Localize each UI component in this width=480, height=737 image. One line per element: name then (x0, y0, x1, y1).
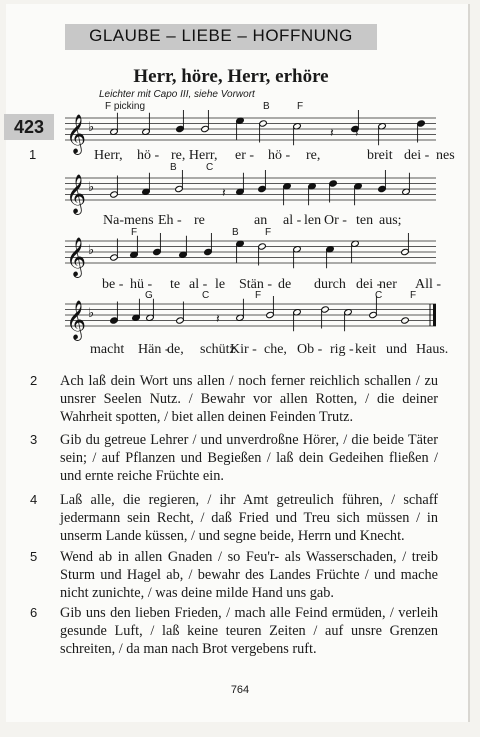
chord-symbol: C (375, 290, 383, 301)
chord-symbol: B (232, 227, 239, 238)
lyric-syllable: len (304, 213, 322, 228)
verse-text: Wend ab in allen Gnaden / so Feu'r- als Wasserschaden, / treib Sturm und Hagel ab, / bewahr des Landes Früchte / und mache nicht zunichte, / was deine milde Hand uns gab. (60, 549, 438, 601)
lyric-syllable: le (215, 277, 226, 292)
lyric-syllable: breit (367, 148, 393, 163)
key-flat-icon: ♭ (88, 306, 95, 321)
lyric-syllable: Stän - (239, 277, 273, 292)
section-header-text: GLAUBE – LIEBE – HOFFNUNG (89, 26, 353, 45)
lyric-syllable: de, (167, 342, 184, 357)
treble-clef-icon: 𝄞 (66, 114, 87, 154)
page-number: 764 (230, 684, 250, 696)
verse-number: 5 (30, 549, 38, 564)
lyric-syllable: re (194, 213, 205, 228)
chord-symbol: F (297, 101, 304, 112)
lyric-syllable: durch (314, 277, 346, 292)
chord-symbol: F (410, 290, 417, 301)
note-head (401, 317, 410, 324)
key-flat-icon: ♭ (88, 243, 95, 258)
lyric-syllable: aus; (379, 213, 402, 228)
verse-number: 2 (30, 373, 38, 388)
lyric-syllable: hö - (268, 148, 291, 163)
lyric-syllable: Herr, (94, 148, 123, 163)
lyric-syllable: Kir - (230, 342, 257, 357)
lyric-syllable: All - (415, 277, 442, 292)
lyric-syllable: al - (189, 277, 208, 292)
chord-symbol: C (202, 290, 210, 301)
treble-clef-icon: 𝄞 (66, 300, 87, 340)
lyric-syllable: te (170, 277, 181, 292)
quarter-rest-icon: 𝄽 (355, 125, 359, 140)
verse-text: Gib uns den lieben Frieden, / mach alle Feind ermüden, / verleih gesunde Luft, / laß keine teuren Zeiten / auf unsre Grenzen schreiten, / da man nach Brot vergebens ruft. (60, 605, 438, 657)
lyric-syllable: Hän - (138, 342, 170, 357)
lyric-syllable: keit (355, 342, 376, 357)
treble-clef-icon: 𝄞 (66, 237, 87, 277)
verse-number: 4 (30, 492, 38, 507)
chord-symbol: F (131, 227, 138, 238)
song-number-badge: 423 (4, 114, 54, 140)
verse-text: Ach laß dein Wort uns allen / noch ferner reichlich schallen / zu unsrer Seelen Nutz. / Bewahr vor allen Rotten, / die deiner Wahrheit spotten, / biet allen deinen Feinden Trutz. (60, 373, 438, 425)
chord-symbol: C (206, 162, 214, 173)
lyric-syllable: hü - (130, 277, 153, 292)
lyric-syllable: Ob - (297, 342, 323, 357)
verse-number: 6 (30, 605, 38, 620)
quarter-rest-icon: 𝄽 (330, 125, 334, 140)
chord-symbol: B (263, 101, 270, 112)
verse-number-1: 1 (29, 147, 37, 162)
lyric-syllable: dei - (356, 277, 382, 292)
lyric-syllable: Eh - (158, 213, 182, 228)
key-flat-icon: ♭ (88, 120, 95, 135)
verse-text: Gib du getreue Lehrer / und unverdroßne Hörer, / die beide Täter sein; / auf Pflanzen und Begießen / laß dein Gedeihen fließen / und ernte reiche Früchte ein. (60, 432, 438, 484)
chord-symbol: F (255, 290, 262, 301)
lyric-syllable: be - (102, 277, 124, 292)
lyric-syllable: al - (283, 213, 302, 228)
tempo-marking: Leichter mit Capo III, siehe Vorwort (99, 89, 255, 100)
chord-symbol: B (170, 162, 177, 173)
lyric-syllable: rig - (330, 342, 354, 357)
verse-number: 3 (30, 432, 38, 447)
lyric-syllable: hö - (137, 148, 160, 163)
lyric-syllable: dei - (404, 148, 430, 163)
lyric-syllable: ner (379, 277, 397, 292)
chord-symbol: G (145, 290, 153, 301)
lyric-syllable: schütz (200, 342, 236, 357)
lyric-syllable: re, Herr, (171, 148, 218, 163)
lyric-syllable: macht (90, 342, 125, 357)
lyric-syllable: Or - (324, 213, 347, 228)
picking-marking: F picking (105, 101, 146, 112)
song-title: Herr, höre, Herr, erhöre (133, 66, 329, 87)
lyric-syllable: de (278, 277, 292, 292)
key-flat-icon: ♭ (88, 180, 95, 195)
lyric-syllable: er - (235, 148, 255, 163)
lyric-syllable: nes (436, 148, 455, 163)
quarter-rest-icon: 𝄽 (222, 185, 226, 200)
lyric-syllable: ten (356, 213, 374, 228)
chord-symbol: F (265, 227, 272, 238)
treble-clef-icon: 𝄞 (66, 174, 87, 214)
lyric-syllable: und (386, 342, 407, 357)
lyric-syllable: che, (264, 342, 287, 357)
lyric-syllable: an (254, 213, 268, 228)
quarter-rest-icon: 𝄽 (216, 311, 220, 326)
verse-text: Laß alle, die regieren, / ihr Amt getreulich führen, / schaff jedermann sein Recht, / daß Fried und Treu sich müssen / in unserm Lande küssen, / und segne beide, Herrn und Knecht. (60, 492, 438, 544)
lyric-syllable: re, (306, 148, 321, 163)
lyric-syllable: Haus. (416, 342, 449, 357)
lyric-syllable: Na-mens (103, 213, 154, 228)
